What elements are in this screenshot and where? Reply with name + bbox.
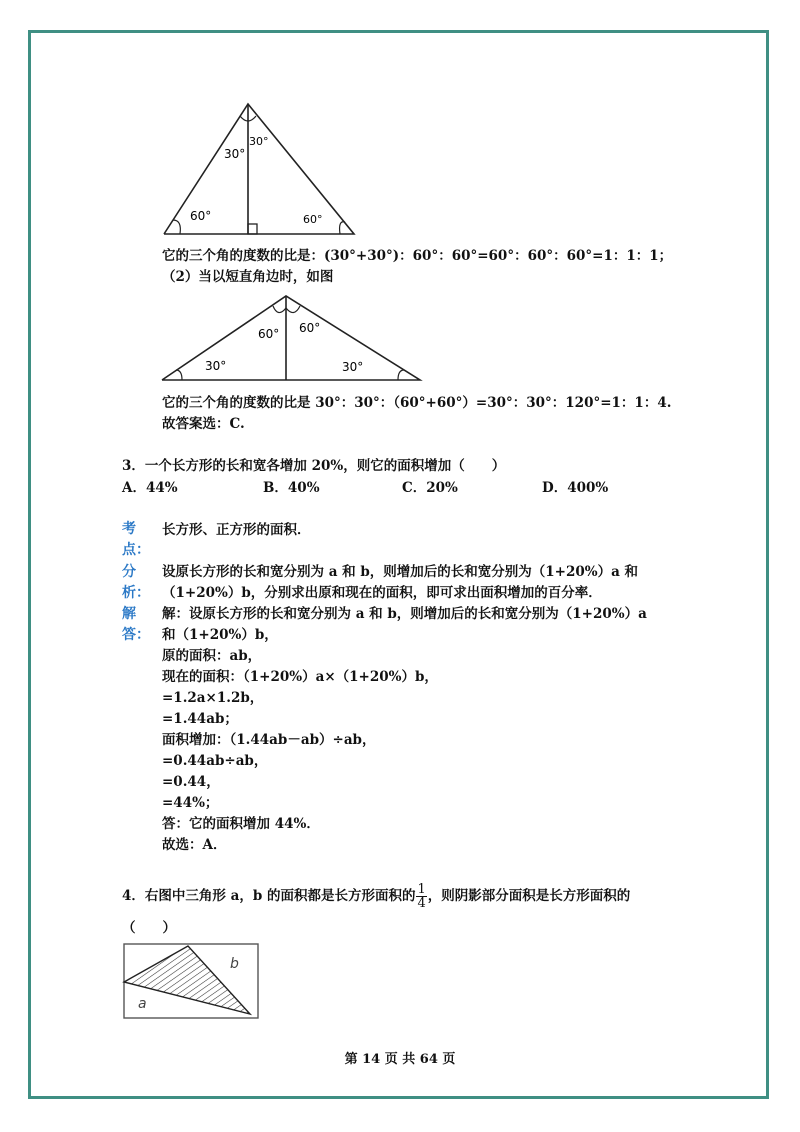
fig1-top-right-angle: 30° <box>249 135 269 148</box>
solution-line: 面积增加：（1.44ab－ab）÷ab， <box>162 732 376 748</box>
jieda-label-1: 解 <box>122 606 136 622</box>
fenxi-label-1: 分 <box>122 564 136 580</box>
q4-stem <box>122 881 630 911</box>
q4-stem-after: ，则阴影部分面积是长方形面积的 <box>427 888 631 904</box>
q4-answer-paren: （ ） <box>122 920 176 936</box>
region-a-label: a <box>138 996 147 1012</box>
q3-stem: 3．一个长方形的长和宽各增加 20%，则它的面积增加（ ） <box>122 458 506 474</box>
fig1-top-left-angle: 30° <box>224 147 246 161</box>
rectangle-shaded-figure <box>118 938 262 1022</box>
solution-line: 现在的面积：（1+20%）a×（1+20%）b， <box>162 669 438 685</box>
kaodian-text: 长方形、正方形的面积． <box>162 522 311 538</box>
solution-line: =0.44， <box>162 774 220 790</box>
solution-line: 答：它的面积增加 44%． <box>162 816 320 832</box>
triangle-figure-1 <box>160 100 360 240</box>
fenxi-text-2: （1+20%）b，分别求出原和现在的面积，即可求出面积增加的百分率． <box>162 585 602 601</box>
kaodian-label-1: 考 <box>122 521 136 537</box>
ratio-line-2: 它的三个角的度数的比是 30°：30°：（60°+60°）=30°：30°：120°=1：1：4. <box>162 395 672 411</box>
solution-line: 解：设原长方形的长和宽分别为 a 和 b，则增加后的长和宽分别为（1+20%）a <box>162 606 647 622</box>
solution-line: =44%； <box>162 795 219 811</box>
q3-option-d: D．400% <box>542 480 609 496</box>
q3-option-a: A．44% <box>122 480 178 496</box>
fenxi-label-2: 析： <box>122 585 150 601</box>
solution-line: =1.44ab； <box>162 711 238 727</box>
solution-line: 故选：A． <box>162 837 227 853</box>
solution-line: 和（1+20%）b， <box>162 627 278 643</box>
solution-line: 原的面积：ab， <box>162 648 262 664</box>
q3-option-c: C．20% <box>402 480 458 496</box>
region-b-label: b <box>230 956 239 972</box>
solution-line: =0.44ab÷ab， <box>162 753 268 769</box>
q3-option-b: B．40% <box>263 480 320 496</box>
fig1-bottom-right-angle: 60° <box>303 213 323 226</box>
jieda-label-2: 答： <box>122 627 150 643</box>
fraction-one-quarter <box>416 883 426 910</box>
case-2-line: （2）当以短直角边时，如图 <box>162 269 334 285</box>
answer-line: 故答案选：C. <box>162 416 245 432</box>
fenxi-text-1: 设原长方形的长和宽分别为 a 和 b，则增加后的长和宽分别为（1+20%）a 和 <box>162 564 639 580</box>
page-footer: 第 14 页 共 64 页 <box>344 1052 456 1067</box>
fig2-top-left-angle: 60° <box>258 327 280 341</box>
triangle-figure-2 <box>158 292 426 384</box>
solution-line: =1.2a×1.2b， <box>162 690 264 706</box>
fig2-top-right-angle: 60° <box>299 321 321 335</box>
ratio-line-1: 它的三个角的度数的比是：(30°+30°)：60°：60°=60°：60°：60°=1：1：1； <box>162 248 673 264</box>
kaodian-label-2: 点： <box>122 542 150 558</box>
q4-stem-before: 4．右图中三角形 a，b 的面积都是长方形面积的 <box>122 888 416 904</box>
fig2-bottom-right-angle: 30° <box>342 360 364 374</box>
fig1-bottom-left-angle: 60° <box>190 209 212 223</box>
fraction-denominator: 4 <box>417 896 426 911</box>
fraction-numerator: 1 <box>417 882 426 897</box>
fig2-bottom-left-angle: 30° <box>205 359 227 373</box>
